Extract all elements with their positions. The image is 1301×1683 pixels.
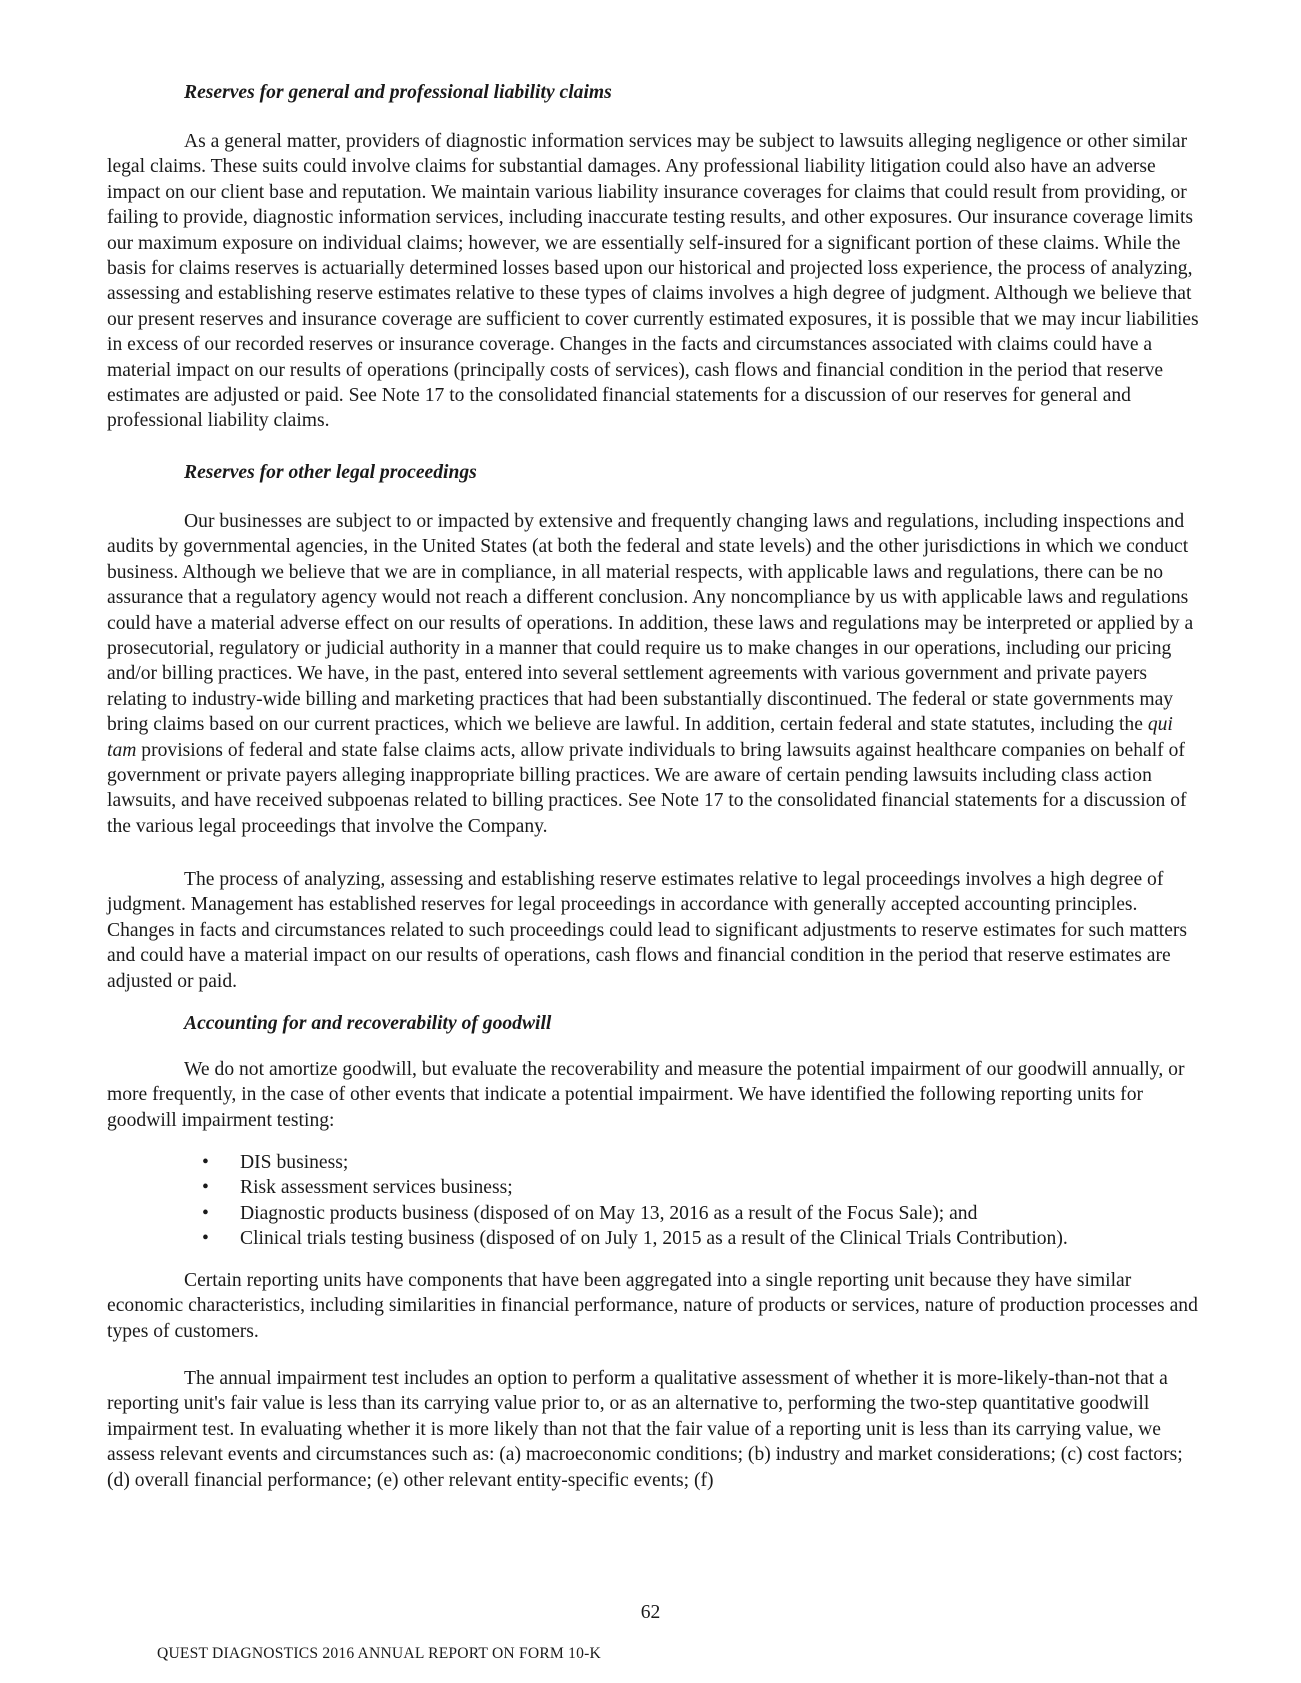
legal-p1-italic-term: qui tam	[107, 714, 1173, 761]
bullet-icon: •	[202, 1152, 209, 1173]
list-item: • Risk assessment services business;	[107, 1175, 1207, 1200]
paragraph-legal-proceedings-2: The process of analyzing, assessing and establishing reserve estimates relative to legal proceedings involves a high degree of judgment. Management has established reserves for legal proceedings in accordance with generally accepted accounting principles. Changes in facts and circumstances related to such proceedings could lead to significant adjustments to reserve estimates for such matters and could have a material impact on our results of operations, cash flows and financial condition in the period that reserve estimates are adjusted or paid.	[107, 869, 1188, 992]
reporting-units-list	[107, 1150, 1207, 1252]
legal-p1-text-before: Our businesses are subject to or impacted by extensive and frequently changing laws and regulations, including inspections and audits by governmental agencies, in the United States (at both the federal and state levels) and the other jurisdictions in which we conduct business. Although we believe that we are in compliance, in all material respects, with applicable laws and regulations, there can be no assurance that a regulatory agency would not reach a different conclusion. Any noncompliance by us with applicable laws and regulations could have a material adverse effect on our results of operations. In addition, these laws and regulations may be interpreted or applied by a prosecutorial, regulatory or judicial authority in a manner that could require us to make changes in our operations, including our pricing and/or billing practices. We have, in the past, entered into several settlement agreements with various government and private payers relating to industry-wide billing and marketing practices that had been substantially discontinued. The federal or state governments may bring claims based on our current practices, which we believe are lawful. In addition, certain federal and state statutes, including the	[107, 511, 1194, 736]
bullet-icon: •	[202, 1177, 209, 1199]
list-item: • Diagnostic products business (disposed of on May 13, 2016 as a result of the Focus Sale); and	[107, 1201, 1207, 1226]
list-item: • Clinical trials testing business (disposed of on July 1, 2015 as a result of the Clinical Trials Contribution).	[107, 1226, 1207, 1251]
bullet-icon: •	[202, 1228, 209, 1250]
paragraph-goodwill-1: We do not amortize goodwill, but evaluate the recoverability and measure the potential impairment of our goodwill annually, or more frequently, in the case of other events that indicate a potential impairment. We have identified the following reporting units for goodwill impairment testing:	[107, 1059, 1185, 1131]
section-heading-goodwill: Accounting for and recoverability of goodwill	[184, 1013, 552, 1034]
paragraph-goodwill-3: The annual impairment test includes an option to perform a qualitative assessment of whether it is more-likely-than-not that a reporting unit's fair value is less than its carrying value prior to, or as an alternative to, performing the two-step quantitative goodwill impairment test. In evaluating whether it is more likely than not that the fair value of a reporting unit is less than its carrying value, we assess relevant events and circumstances such as: (a) macroeconomic conditions; (b) industry and market considerations; (c) cost factors; (d) overall financial performance; (e) other relevant entity-specific events; (f)	[107, 1368, 1183, 1491]
page-number: 62	[640, 1602, 661, 1623]
list-item: • DIS business;	[107, 1150, 1207, 1175]
bullet-icon: •	[202, 1202, 209, 1224]
section-heading-legal-proceedings: Reserves for other legal proceedings	[184, 462, 477, 483]
paragraph-general-liability: As a general matter, providers of diagnostic information services may be subject to lawsuits alleging negligence or other similar legal claims. These suits could involve claims for substantial damages. Any professional liability litigation could also have an adverse impact on our client base and reputation. We maintain various liability insurance coverages for claims that could result from providing, or failing to provide, diagnostic information services, including inaccurate testing results, and other exposures. Our insurance coverage limits our maximum exposure on individual claims; however, we are essentially self-insured for a significant portion of these claims. While the basis for claims reserves is actuarially determined losses based upon our historical and projected loss experience, the process of analyzing, assessing and establishing reserve estimates relative to these types of claims involves a high degree of judgment. Although we believe that our present reserves and insurance coverage are sufficient to cover currently estimated exposures, it is possible that we may incur liabilities in excess of our recorded reserves or insurance coverage. Changes in the facts and circumstances associated with claims could have a material impact on our results of operations (principally costs of services), cash flows and financial condition in the period that reserve estimates are adjusted or paid. See Note 17 to the consolidated financial statements for a discussion of our reserves for general and professional liability claims.	[107, 131, 1199, 432]
paragraph-goodwill-2: Certain reporting units have components that have been aggregated into a single reporting unit because they have similar economic characteristics, including similarities in financial performance, nature of products or services, nature of production processes and types of customers.	[107, 1270, 1198, 1342]
legal-p1-text-after: provisions of federal and state false claims acts, allow private individuals to bring lawsuits against healthcare companies on behalf of government or private payers alleging inappropriate billing practices. We are aware of certain pending lawsuits including class action lawsuits, and have received subpoenas related to billing practices. See Note 17 to the consolidated financial statements for a discussion of the various legal proceedings that involve the Company.	[107, 739, 1187, 837]
paragraph-legal-proceedings-1	[107, 509, 1207, 839]
page-footer: QUEST DIAGNOSTICS 2016 ANNUAL REPORT ON FORM 10-K	[157, 1645, 601, 1662]
section-heading-general-liability: Reserves for general and professional liability claims	[184, 82, 612, 103]
